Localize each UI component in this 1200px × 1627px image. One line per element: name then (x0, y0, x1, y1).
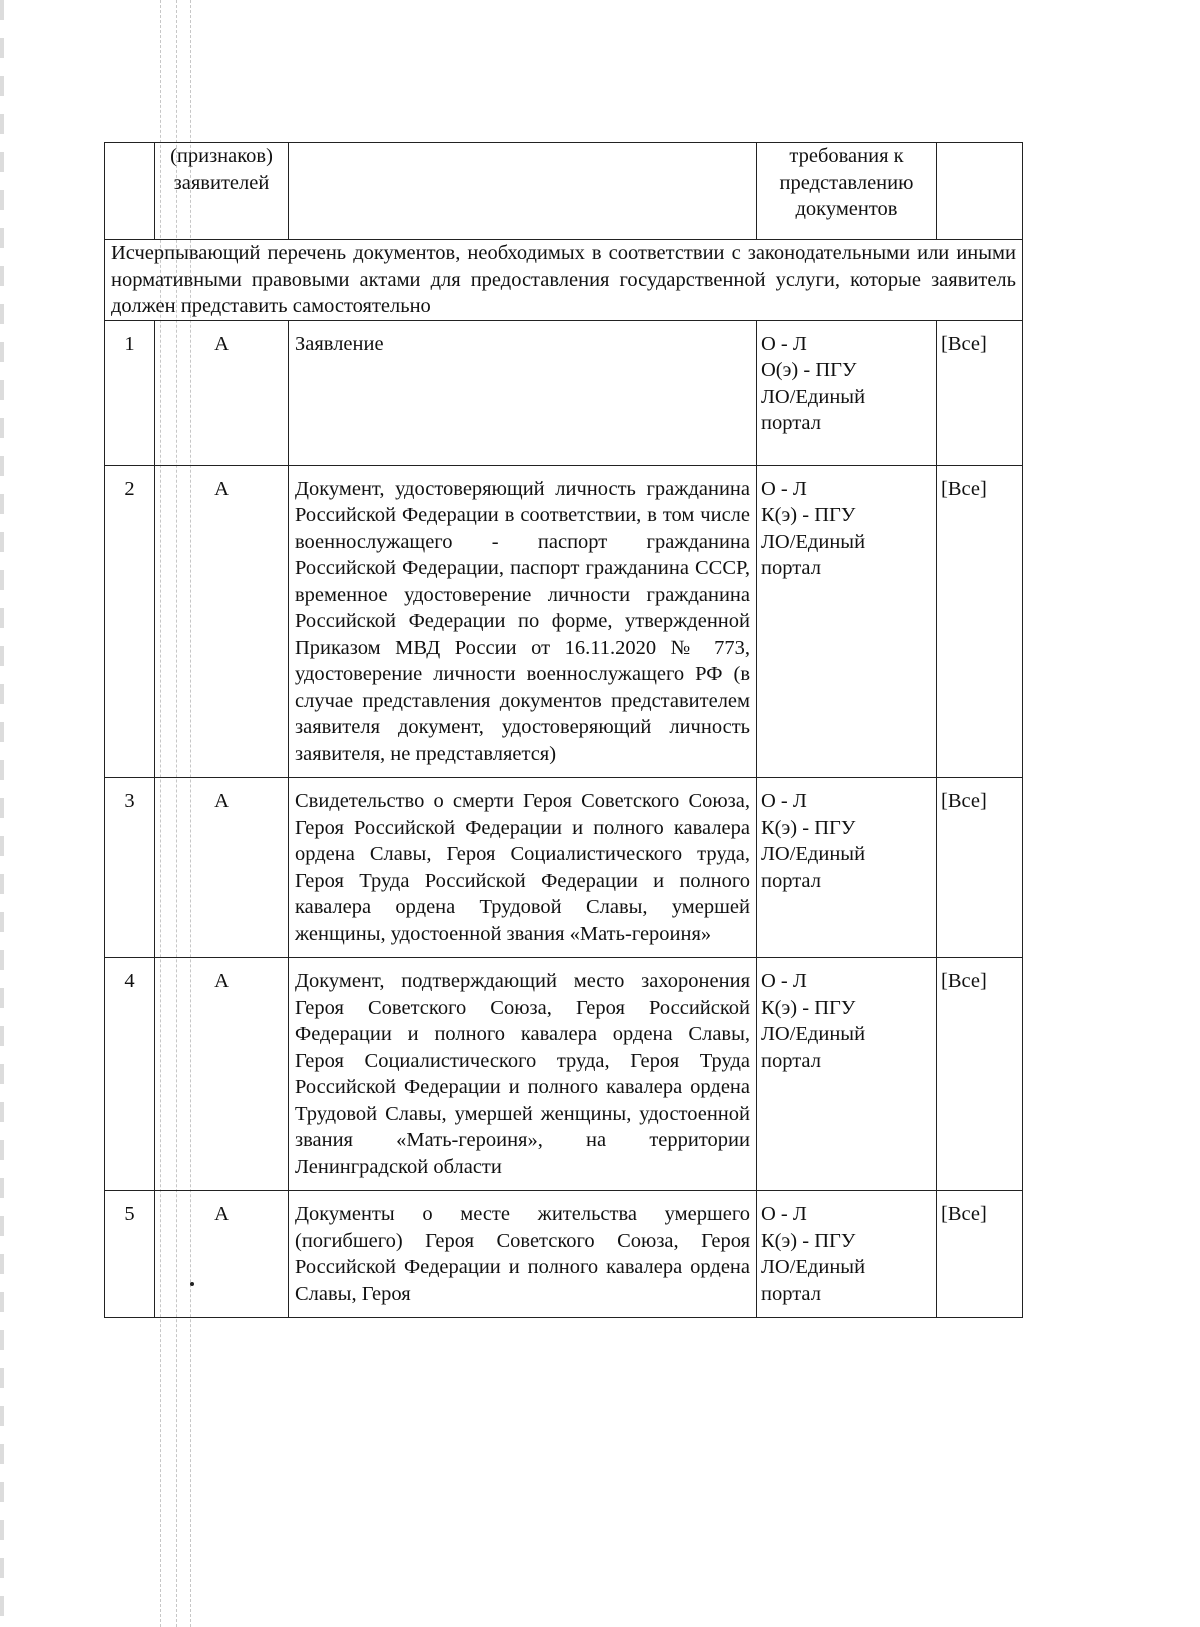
requirement-line: портал (761, 1282, 821, 1305)
requirement-line: ЛО/Единый (761, 1256, 866, 1278)
requirement-line: портал (761, 557, 821, 579)
requirement-line: ЛО/Единый (761, 530, 866, 553)
header-cell-applicant-category: (признаков) заявителей (155, 143, 289, 240)
row-number: 1 (105, 320, 155, 465)
requirement-line: портал (761, 1049, 821, 1072)
row-requirements (757, 465, 937, 778)
row-document: Заявление (289, 320, 757, 465)
row-document: Документ, подтверждающий место захоронения Героя Советского Союза, Героя Российской Федерации и полного кавалера ордена Славы, Героя Социалистического труда, Героя Труда Российской Федерации и полного кавалера ордена Трудовой Славы, умершей женщины, удостоенной звания «Мать-героиня», на территории Ленинградской области (289, 958, 757, 1191)
header-cell-number (105, 143, 155, 240)
requirement-line: К(э) - ПГУ (761, 1229, 856, 1252)
requirement-line: К(э) - ПГУ (761, 996, 856, 1019)
row-document: Свидетельство о смерти Героя Советского Союза, Героя Российской Федерации и полного кавалера ордена Славы, Героя Социалистического труда, Героя Труда Российской Федерации и полного кавалера ордена Трудовой Славы, умершей женщины, удостоенной звания «Мать-героиня» (289, 778, 757, 958)
requirement-line: О - Л (761, 790, 807, 812)
header-cell-requirements: требования к представлению документов (757, 143, 937, 240)
table-row (105, 465, 1023, 778)
requirement-line: К(э) - ПГУ (761, 504, 856, 526)
row-number: 4 (105, 958, 155, 1191)
requirement-line: О - Л (761, 970, 807, 992)
requirement-line: О - Л (761, 332, 807, 355)
row-applicants: [Все] (937, 1191, 1023, 1318)
table-row (105, 1191, 1023, 1318)
requirement-line: ЛО/Единый (761, 1023, 866, 1045)
scan-edge-artifact (0, 0, 4, 1627)
row-number: 3 (105, 778, 155, 958)
row-requirements (757, 1191, 937, 1318)
table-row (105, 958, 1023, 1191)
row-category: А (155, 465, 289, 778)
row-requirements (757, 958, 937, 1191)
requirement-line: О - Л (761, 1203, 807, 1225)
row-applicants: [Все] (937, 778, 1023, 958)
requirement-line: портал (761, 412, 821, 434)
requirement-line: ЛО/Единый (761, 385, 866, 408)
section-title: Исчерпывающий перечень документов, необходимых в соответствии с законодательными или иными нормативными правовыми актами для предоставления государственной услуги, которые заявитель должен представить самостоятельно (105, 240, 1023, 321)
row-document: Документы о месте жительства умершего (погибшего) Героя Советского Союза, Героя Российской Федерации и полного кавалера ордена Славы, Героя (289, 1191, 757, 1318)
table-row (105, 778, 1023, 958)
table-row (105, 320, 1023, 465)
header-cell-applicants (937, 143, 1023, 240)
row-category: А (155, 320, 289, 465)
requirement-line: портал (761, 869, 821, 892)
row-number: 2 (105, 465, 155, 778)
row-number: 5 (105, 1191, 155, 1318)
requirement-line: ЛО/Единый (761, 843, 866, 865)
row-category: А (155, 778, 289, 958)
header-cell-document (289, 143, 757, 240)
requirement-line: К(э) - ПГУ (761, 816, 856, 839)
row-requirements (757, 320, 937, 465)
requirement-line: О - Л (761, 477, 807, 500)
row-category: А (155, 958, 289, 1191)
documents-table (104, 142, 1023, 1318)
row-applicants: [Все] (937, 465, 1023, 778)
table-header-row (105, 143, 1023, 240)
row-requirements (757, 778, 937, 958)
row-applicants: [Все] (937, 320, 1023, 465)
section-row (105, 240, 1023, 321)
row-applicants: [Все] (937, 958, 1023, 1191)
row-document: Документ, удостоверяющий личность гражданина Российской Федерации в соответствии, в том числе военнослужащего - паспорт гражданина Российской Федерации, паспорт гражданина СССР, временное удостоверение личности гражданина Российской Федерации по форме, утвержденной Приказом МВД России от 16.11.2020 № 773, удостоверение личности военнослужащего РФ (в случае представления документов представителем заявителя документ, удостоверяющий личность заявителя, не представляется) (289, 465, 757, 778)
row-category: А (155, 1191, 289, 1318)
requirement-line: О(э) - ПГУ (761, 359, 857, 381)
